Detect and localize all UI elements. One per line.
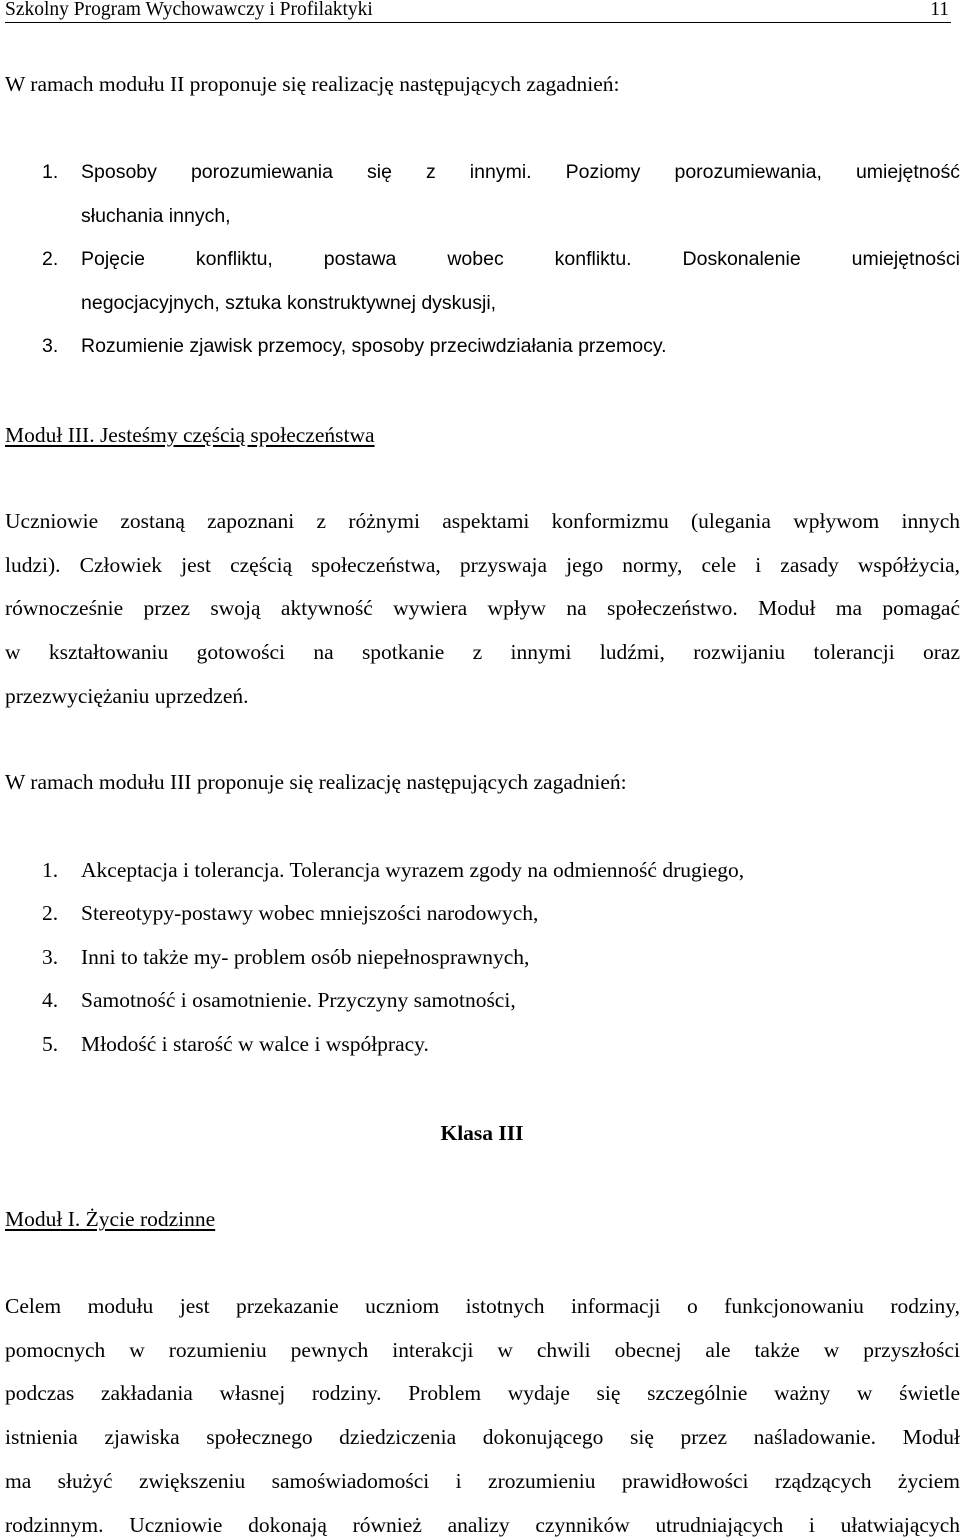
paragraph-line: ludzi). Człowiek jest częścią społeczeństwa, przyswaja jego normy, cele i zasady współżycia, [5,553,960,577]
list-item: Młodość i starość w walce i współpracy. [81,1032,429,1056]
paragraph-line: pomocnych w rozumieniu pewnych interakcji w chwili obecnej ale także w przyszłości [5,1338,960,1362]
list-item-continuation: negocjacyjnych, sztuka konstruktywnej dyskusji, [81,292,497,314]
list-item-number: 2. [42,248,59,270]
page-header [5,0,951,23]
list-item: Stereotypy-postawy wobec mniejszości narodowych, [81,901,539,925]
module1-heading: Moduł I. Życie rodzinne [5,1207,216,1231]
list-item-number: 5. [42,1032,59,1056]
paragraph-line: przezwyciężaniu uprzedzeń. [5,684,249,708]
document-title: Szkolny Program Wychowawczy i Profilaktyki [5,0,373,20]
paragraph-line: w kształtowaniu gotowości na spotkanie z innymi ludźmi, rozwijaniu tolerancji oraz [5,640,960,664]
list-item: Samotność i osamotnienie. Przyczyny samotności, [81,988,516,1012]
list-item-number: 4. [42,988,59,1012]
list-item: Inni to także my- problem osób niepełnosprawnych, [81,945,530,969]
list-item: Pojęcie konfliktu, postawa wobec konfliktu. Doskonalenie umiejętności [81,248,960,270]
paragraph-line: rodzinnym. Uczniowie dokonają również analizy czynników utrudniających i ułatwiających [5,1513,960,1537]
list-item-continuation: słuchania innych, [81,205,231,227]
paragraph-line: równocześnie przez swoją aktywność wywiera wpływ na społeczeństwo. Moduł ma pomagać [5,596,960,620]
paragraph-line: Uczniowie zostaną zapoznani z różnymi aspektami konformizmu (ulegania wpływom innych [5,509,960,533]
list-item-number: 3. [42,335,59,357]
list-item: Rozumienie zjawisk przemocy, sposoby przeciwdziałania przemocy. [81,335,667,357]
list-item-number: 1. [42,858,59,882]
paragraph-line: Celem modułu jest przekazanie uczniom istotnych informacji o funkcjonowaniu rodziny, [5,1294,960,1318]
module3-heading: Moduł III. Jesteśmy częścią społeczeństwa [5,423,375,447]
list-item-number: 3. [42,945,59,969]
paragraph-line: ma służyć zwiększeniu samoświadomości i zrozumieniu prawidłowości rządzących życiem [5,1469,960,1493]
module2-intro: W ramach modułu II proponuje się realizację następujących zagadnień: [5,72,620,96]
module3-intro: W ramach modułu III proponuje się realizację następujących zagadnień: [5,770,627,794]
list-item-number: 1. [42,161,59,183]
list-item: Sposoby porozumiewania się z innymi. Poziomy porozumiewania, umiejętność [81,161,960,183]
list-item: Akceptacja i tolerancja. Tolerancja wyrazem zgody na odmienność drugiego, [81,858,745,882]
class-title: Klasa III [440,1121,524,1145]
paragraph-line: podczas zakładania własnej rodziny. Problem wydaje się szczególnie ważny w świetle [5,1381,960,1405]
page-number: 11 [930,0,949,20]
paragraph-line: istnienia zjawiska społecznego dziedziczenia dokonującego się przez naśladowanie. Moduł [5,1425,960,1449]
list-item-number: 2. [42,901,59,925]
